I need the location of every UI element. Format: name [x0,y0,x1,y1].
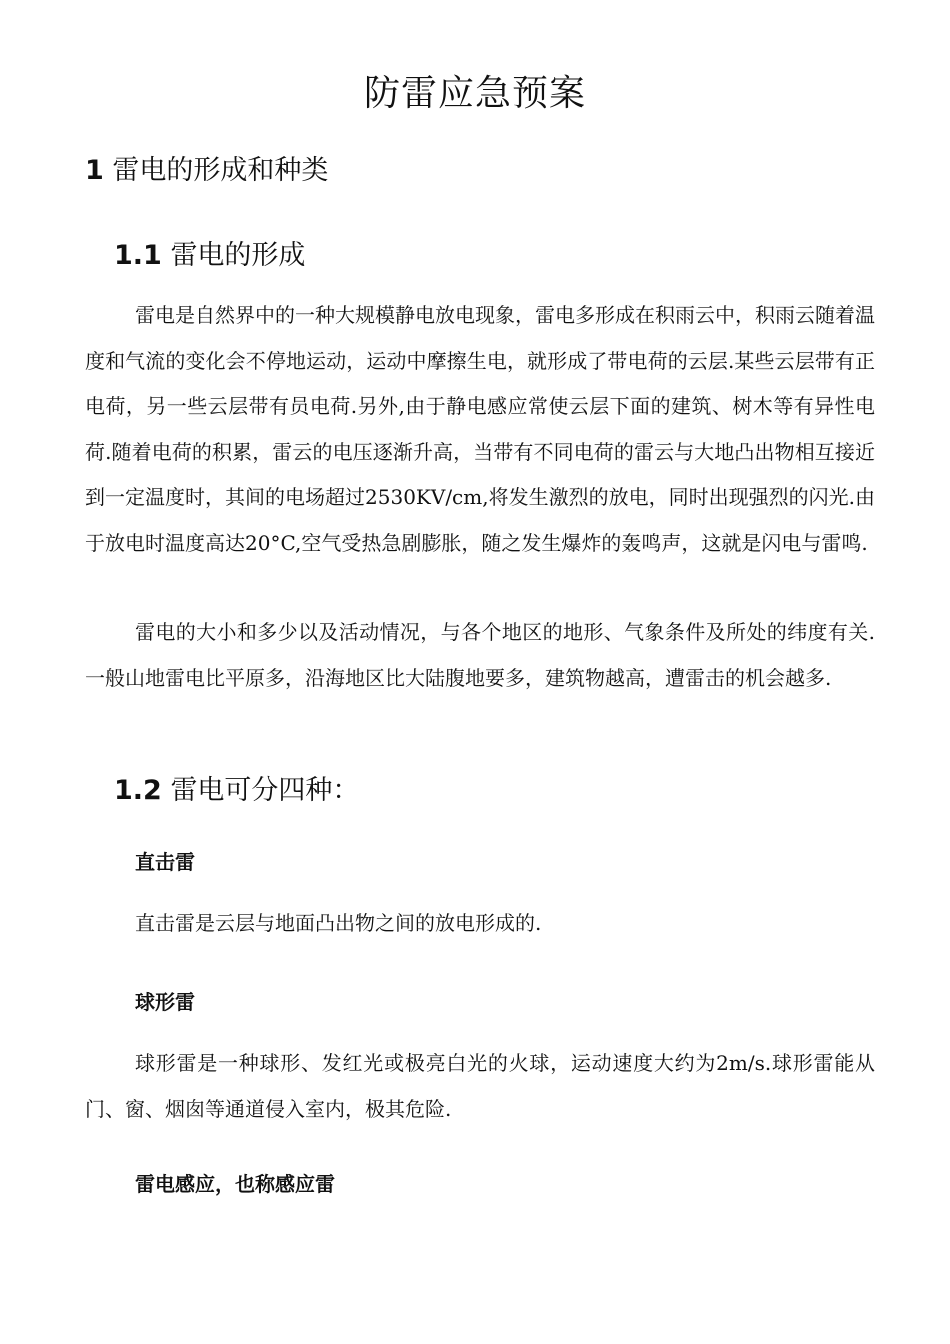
section-number: 1 [85,155,104,186]
paragraph-direct-lightning: 直击雷是云层与地面凸出物之间的放电形成的. [135,911,542,935]
section-heading-1-2 [114,772,359,810]
section-number: 1.2 [114,775,162,806]
paragraph-lightning-formation: 雷电是自然界中的一种大规模静电放电现象，雷电多形成在积雨云中，积雨云随着温度和气流的变化会不停地运动，运动中摩擦生电，就形成了带电荷的云层.某些云层带有正电荷，另一些云层带有员电荷.另外,由于静电感应常使云层下面的建筑、树木等有异性电荷.随着电荷的积累，雷云的电压逐渐升高，当带有不同电荷的雷云与大地凸出物相互接近到一定温度时，其间的电场超过2530KV/cm,将发生激烈的放电，同时出现强烈的闪光.由于放电时温度高达20°C,空气受热急剧膨胀，随之发生爆炸的轰鸣声，这就是闪电与雷鸣. [85,303,875,555]
subheading-induced-lightning: 雷电感应，也称感应雷 [135,1172,335,1196]
section-title: 雷电可分四种： [170,775,360,806]
document-title: 防雷应急预案 [363,73,586,114]
section-title: 雷电的形成和种类 [112,155,329,186]
subheading-direct-lightning: 直击雷 [135,850,195,874]
section-number: 1.1 [114,240,162,271]
paragraph-ball-lightning: 球形雷是一种球形、发红光或极亮白光的火球，运动速度大约为2m/s.球形雷能从门、窗、烟囱等通道侵入室内，极其危险. [85,1051,875,1121]
section-heading-1 [85,152,328,190]
section-title: 雷电的形成 [170,240,306,271]
paragraph-lightning-distribution: 雷电的大小和多少以及活动情况，与各个地区的地形、气象条件及所处的纬度有关.一般山地雷电比平原多，沿海地区比大陆腹地要多，建筑物越高，遭雷击的机会越多. [85,620,875,690]
subheading-ball-lightning: 球形雷 [135,990,195,1014]
section-heading-1-1 [114,237,305,275]
